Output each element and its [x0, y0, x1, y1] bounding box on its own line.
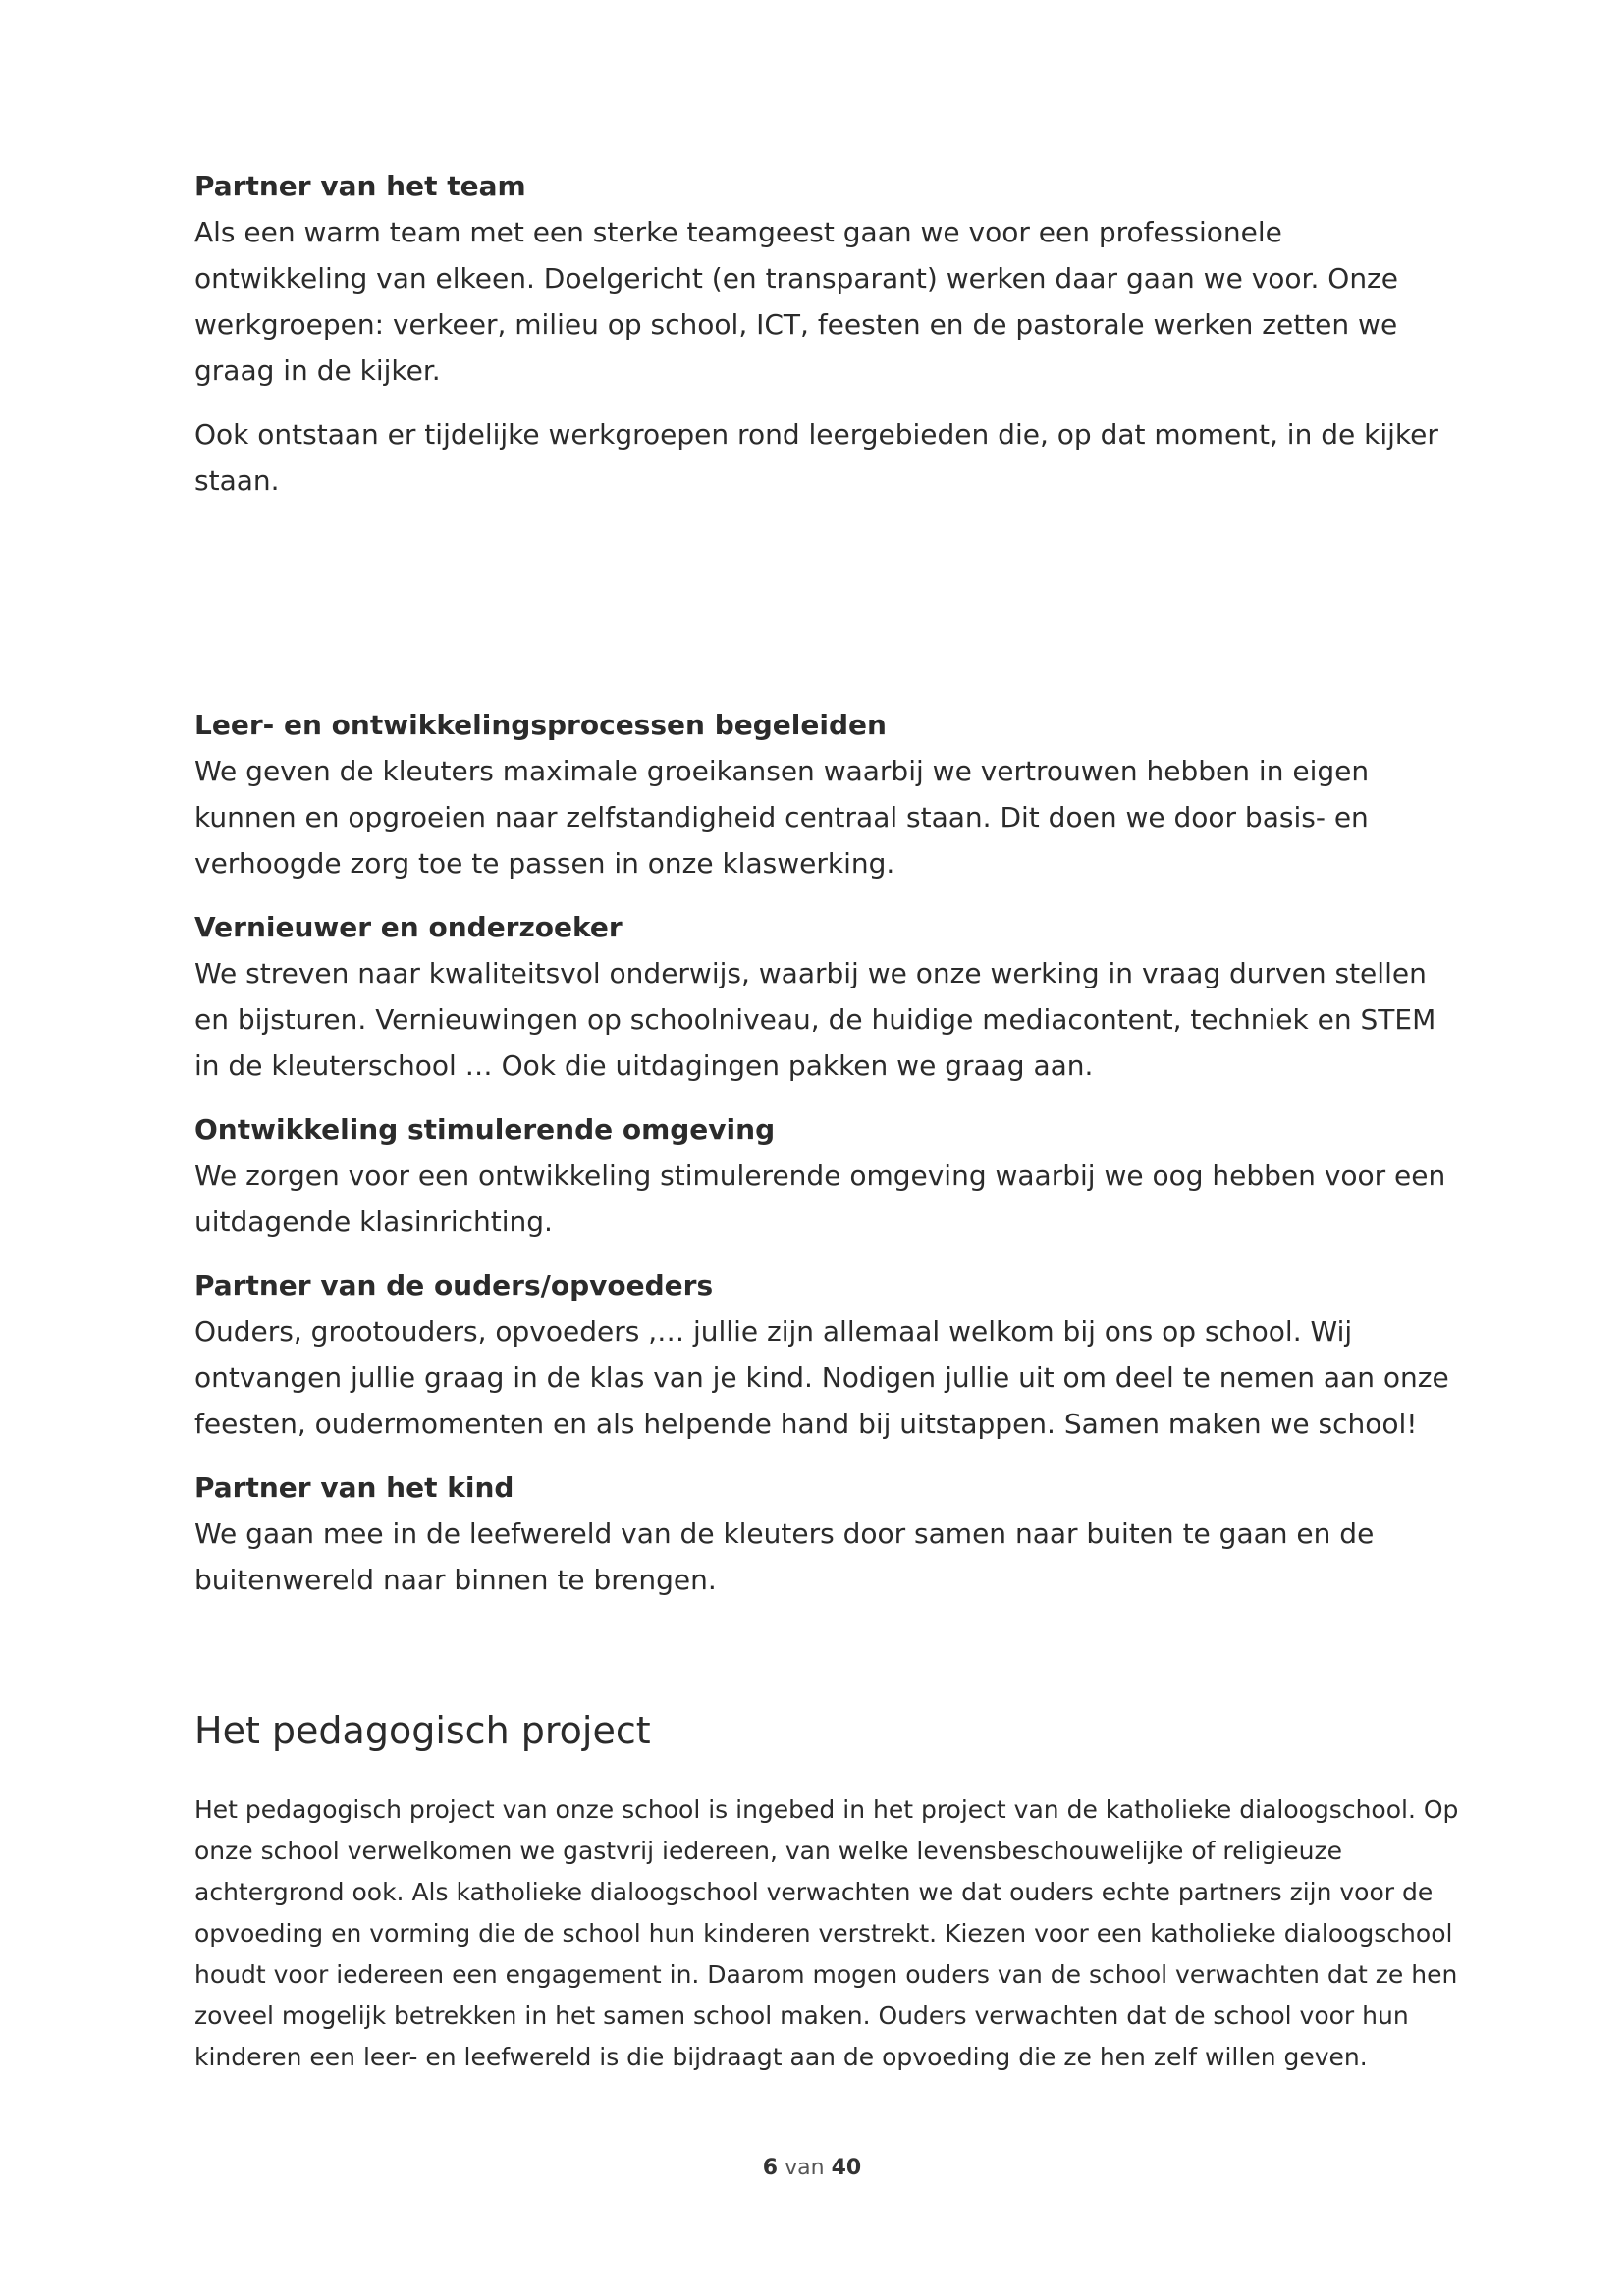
- section-paragraph: Ouders, grootouders, opvoeders ,… jullie zijn allemaal welkom bij ons op school. Wij ontvangen jullie graag in de klas van je kind. Nodigen jullie uit om deel te nemen aan onze feesten, oudermomenten en als helpende hand bij uitstappen. Samen maken we school!: [194, 1315, 1449, 1440]
- section-paragraph: Ook ontstaan er tijdelijke werkgroepen rond leergebieden die, op dat moment, in de kijker staan.: [194, 418, 1438, 497]
- heading-pedagogisch-project: Het pedagogisch project: [194, 1709, 651, 1752]
- section-paragraph: We streven naar kwaliteitsvol onderwijs, waarbij we onze werking in vraag durven stellen en bijsturen. Vernieuwingen op schoolniveau, de huidige mediacontent, techniek en STEM in de kleuterschool … Ook die uitdagingen pakken we graag aan.: [194, 957, 1436, 1082]
- page-separator: van: [785, 2156, 825, 2180]
- section-title: Vernieuwer en onderzoeker: [194, 911, 623, 943]
- section-partner-team: [194, 163, 1461, 504]
- section-title: Leer- en ontwikkelingsprocessen begeleiden: [194, 709, 887, 741]
- page-footer: [0, 2156, 1624, 2180]
- section-title: Partner van het team: [194, 170, 526, 202]
- section-paragraph: We zorgen voor een ontwikkeling stimulerende omgeving waarbij we oog hebben voor een uitdagende klasinrichting.: [194, 1159, 1446, 1238]
- section-paragraph: We geven de kleuters maximale groeikansen waarbij we vertrouwen hebben in eigen kunnen en opgroeien naar zelfstandigheid centraal staan. Dit doen we door basis- en verhoogde zorg toe te passen in onze klaswerking.: [194, 755, 1370, 880]
- vertical-spacer: [194, 521, 1461, 702]
- section-partner-kind: [194, 1465, 1461, 1603]
- section-omgeving: [194, 1106, 1461, 1245]
- section-leer-ontwikkeling: [194, 702, 1461, 886]
- section-vernieuwer: [194, 904, 1461, 1089]
- section-title: Partner van het kind: [194, 1471, 514, 1504]
- section-title: Ontwikkeling stimulerende omgeving: [194, 1113, 776, 1146]
- vertical-spacer: [194, 1621, 1461, 1705]
- page-number: 6: [762, 2156, 779, 2180]
- pedagogisch-paragraph: Het pedagogisch project van onze school is ingebed in het project van de katholieke dialoogschool. Op onze school verwelkomen we gastvrij iedereen, van welke levensbeschouwelijke of religieuze achtergrond ook. Als katholieke dialoogschool verwachten we dat ouders echte partners zijn voor de opvoeding en vorming die de school hun kinderen verstrekt. Kiezen voor een katholieke dialoogschool houdt voor iedereen een engagement in. Daarom mogen ouders van de school verwachten dat ze hen zoveel mogelijk betrekken in het samen school maken. Ouders verwachten dat de school voor hun kinderen een leer- en leefwereld is die bijdraagt aan de opvoeding die ze hen zelf willen geven.: [194, 1795, 1459, 2071]
- document-page: [194, 163, 1461, 2078]
- page-total: 40: [831, 2156, 862, 2180]
- section-partner-ouders: [194, 1262, 1461, 1447]
- section-paragraph: Als een warm team met een sterke teamgeest gaan we voor een professionele ontwikkeling van elkeen. Doelgericht (en transparant) werken daar gaan we voor. Onze werkgroepen: verkeer, milieu op school, ICT, feesten en de pastorale werken zetten we graag in de kijker.: [194, 216, 1398, 387]
- section-paragraph: We gaan mee in de leefwereld van de kleuters door samen naar buiten te gaan en de buitenwereld naar binnen te brengen.: [194, 1518, 1375, 1596]
- section-title: Partner van de ouders/opvoeders: [194, 1269, 714, 1302]
